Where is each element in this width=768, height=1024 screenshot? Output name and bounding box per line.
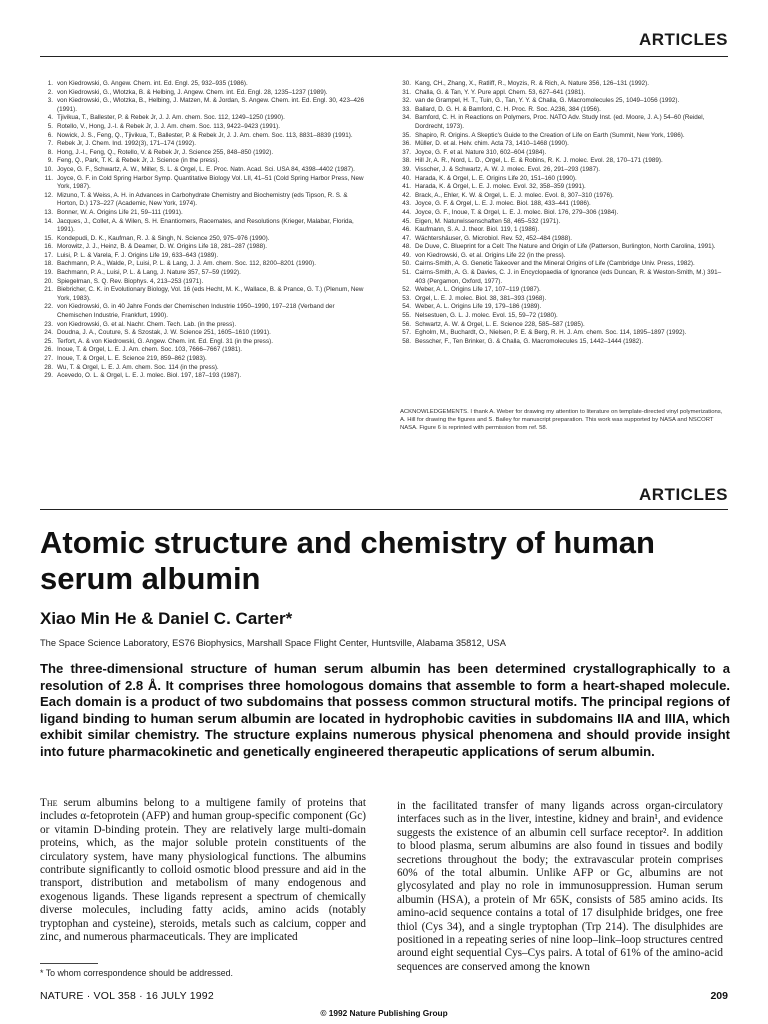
reference-number: 9. [47, 157, 53, 165]
reference-text: von Kiedrowski, G. et al. Nachr. Chem. Tech. Lab. (in the press). [57, 320, 237, 328]
reference-text: Weber, A. L. Origins Life 19, 179–186 (1989). [415, 303, 542, 311]
reference-text: Rebek Jr, J. Chem. Ind. 1992(3), 171–174 (1992). [57, 140, 196, 148]
reference-number: 31. [402, 88, 411, 96]
reference-text: Hill Jr, A. R., Nord, L. D., Orgel, L. E. & Robins, R. K. J. molec. Evol. 28, 170–171 (1989). [415, 157, 663, 165]
reference-number: 7. [47, 140, 53, 148]
copyright-notice: © 1992 Nature Publishing Group [320, 1008, 448, 1018]
body-text-left [40, 797, 366, 944]
reference-item [400, 183, 728, 192]
reference-item [42, 175, 366, 192]
reference-item [42, 329, 366, 338]
reference-item [400, 200, 728, 209]
reference-number: 47. [402, 234, 411, 242]
reference-item [400, 226, 728, 235]
reference-item [400, 149, 728, 158]
reference-number: 46. [402, 226, 411, 234]
reference-number: 29. [44, 372, 53, 380]
article-abstract: The three-dimensional structure of human serum albumin has been determined crystallographically to a resolution of 2.8 Å. It comprises three homologous domains that assemble to form a heart-shaped molecule. Each domain is a product of two subdomains that possess common structural motifs. The principal regions of ligand binding to human serum albumin are located in hydrophobic cavities in subdomains IIA and IIIA, which exhibit similar chemistry. The structure explains numerous physical phenomena and should provide insight into future pharmacokinetic and genetically engineered therapeutic applications of serum albumin. [40, 661, 730, 759]
reference-text: Eigen, M. Naturwissenschaften 58, 465–532 (1971). [415, 217, 561, 225]
reference-item [42, 364, 366, 373]
reference-text: Joyce, G. F., Schwartz, A. W., Miller, S. L. & Orgel, L. E. Proc. Natn. Acad. Sci. USA 84, 4398–4402 (1987). [57, 165, 355, 173]
reference-text: Nelsestuen, G. L. J. molec. Evol. 15, 59–72 (1980). [415, 312, 558, 320]
reference-number: 55. [402, 312, 411, 320]
reference-item [42, 303, 366, 320]
reference-item [400, 97, 728, 106]
reference-text: Besscher, F., Ten Brinker, G. & Challa, G. Macromolecules 15, 1442–1444 (1982). [415, 337, 644, 345]
acknowledgements: ACKNOWLEDGEMENTS. I thank A. Weber for drawing my attention to literature on template-directed vinyl polymerizations, A. Hill for drawing the figures and S. Bailey for manuscript preparation. This work was supported by NASA and NSCORT NASA. Figure 6 is reprinted with permission from ref. 58. [400, 409, 723, 431]
body-lead-word: The [40, 797, 58, 809]
reference-text: Tjivikua, T., Ballester, P. & Rebek Jr, J. J. Am. chem. Soc. 112, 1249–1250 (1990). [57, 114, 285, 122]
reference-number: 12. [44, 191, 53, 199]
reference-number: 30. [402, 80, 411, 87]
reference-text: Inoue, T. & Orgel, L. E. J. Am. chem. Soc. 103, 7666–7667 (1981). [57, 346, 243, 354]
reference-text: Doudna, J. A., Couture, S. & Szostak, J. W. Science 251, 1605–1610 (1991). [57, 329, 271, 337]
reference-number: 11. [44, 174, 53, 182]
reference-number: 57. [402, 329, 411, 337]
reference-number: 52. [402, 286, 411, 294]
reference-text: Bachmann, P. A., Luisi, P. L. & Lang, J. Nature 357, 57–59 (1992). [57, 269, 241, 277]
reference-item [42, 97, 366, 114]
reference-number: 4. [47, 114, 53, 122]
reference-number: 35. [402, 131, 411, 139]
reference-number: 38. [402, 157, 411, 165]
reference-text: Brack, A., Ehler, K. W. & Orgel, L. E. J. molec. Evol. 8, 307–310 (1976). [415, 191, 614, 199]
body-text-right: in the facilitated transfer of many ligands across organ-circulatory interfaces such as in the liver, intestine, kidney and brain¹, and evidence suggests the existence of an albumin cell surface receptor². In addition to blood plasma, serum albumins are also found in tissues and bodily secretions throughout the body; the extravascular protein comprises 60% of the total albumin. Unlike AFP or Gc, albumins are not glycosylated and play no role in immunosuppression. Human serum albumin (HSA), a protein of Mr 65K, consists of 585 amino acids. Its amino-acid sequence contains a total of 17 disulphide bridges, one free thiol (Cys 34), and a single tryptophan (Trp 214). The disulphides are positioned in a repeating series of nine loop–link–loop structures centred around eight sequential Cys–Cys pairs. A total of 61% of the amino-acid sequences are conserved among the known [397, 800, 723, 973]
reference-number: 19. [44, 269, 53, 277]
reference-text: Joyce, G. F. et al. Nature 310, 602–604 (1984). [415, 148, 547, 156]
reference-item [42, 157, 366, 166]
reference-item [42, 192, 366, 209]
reference-text: Kaufmann, S. A. J. theor. Biol. 119, 1 (1986). [415, 226, 540, 234]
reference-number: 49. [402, 251, 411, 259]
reference-text: Spiegelman, S. Q. Rev. Biophys. 4, 213–253 (1971). [57, 277, 204, 285]
reference-number: 21. [44, 286, 53, 294]
reference-number: 20. [44, 277, 53, 285]
reference-text: von Kiedrowski, G., Wlotzka, B., Helbing, J. Matzen, M. & Jordan, S. Angew. Chem. int. Ed. Engl. 30, 423–426 (1991). [57, 97, 364, 113]
reference-text: Hong, J.-I., Feng, Q., Rotello, V. & Rebek Jr, J. Science 255, 848–850 (1992). [57, 148, 274, 156]
reference-text: Harada, K. & Orgel, L. E. J. molec. Evol. 32, 358–359 (1991). [415, 183, 586, 191]
reference-item [400, 132, 728, 141]
reference-item [400, 140, 728, 149]
reference-item [400, 218, 728, 227]
reference-text: Ballard, D. G. H. & Bamford, C. H. Proc. R. Soc. A236, 384 (1956). [415, 105, 601, 113]
reference-number: 41. [402, 183, 411, 191]
reference-item [42, 278, 366, 287]
article-title: Atomic structure and chemistry of human serum albumin [40, 525, 655, 596]
reference-text: von Kiedrowski, G. Angew. Chem. int. Ed. Engl. 25, 932–935 (1986). [57, 80, 248, 87]
reference-item [400, 269, 728, 286]
reference-text: Bachmann, P. A., Walde, P., Luisi, P. L. & Lang, J. J. Am. chem. Soc. 112, 8200–8201 (1990). [57, 260, 317, 268]
reference-number: 18. [44, 260, 53, 268]
reference-number: 48. [402, 243, 411, 251]
reference-item [42, 338, 366, 347]
reference-text: Wächtershäuser, G. Microbiol. Rev. 52, 452–484 (1988). [415, 234, 573, 242]
reference-item [42, 89, 366, 98]
reference-number: 26. [44, 346, 53, 354]
reference-item [42, 286, 366, 303]
reference-item [42, 346, 366, 355]
reference-item [400, 80, 728, 89]
reference-item [400, 312, 728, 321]
reference-text: Rotello, V., Hong, J.-I. & Rebek Jr, J. J. Am. chem. Soc. 113, 9422–9423 (1991). [57, 122, 280, 130]
reference-item [42, 209, 366, 218]
reference-text: van de Grampel, H. T., Tuin, G., Tan, Y. Y. & Challa, G. Macromolecules 25, 1049–1056 (1992). [415, 97, 680, 105]
reference-number: 8. [47, 148, 53, 156]
reference-number: 1. [47, 80, 53, 87]
reference-number: 51. [402, 269, 411, 277]
reference-number: 44. [402, 208, 411, 216]
reference-item [42, 372, 366, 381]
reference-text: Visscher, J. & Schwartz, A. W. J. molec. Evol. 26, 291–293 (1987). [415, 165, 601, 173]
references-right-column [400, 80, 728, 346]
reference-item [400, 303, 728, 312]
reference-item [42, 80, 366, 89]
reference-item [400, 235, 728, 244]
reference-item [400, 329, 728, 338]
article-authors: Xiao Min He & Daniel C. Carter* [40, 609, 293, 628]
reference-item [400, 209, 728, 218]
reference-number: 27. [44, 355, 53, 362]
reference-number: 23. [44, 320, 53, 328]
reference-text: Joyce, G. F., Inoue, T. & Orgel, L. E. J. molec. Biol. 176, 279–306 (1984). [415, 208, 619, 216]
reference-text: Joyce, G. F. in Cold Spring Harbor Symp. Quantitative Biology Vol. LII, 41–51 (Cold Spring Harbor Press, New York, 1987). [57, 174, 364, 191]
reference-item [400, 295, 728, 304]
reference-item [42, 140, 366, 149]
reference-text: von Kiedrowski, G., Wlotzka, B. & Helbing, J. Angew. Chem. int. Ed. Engl. 28, 1235–1237 (1989). [57, 88, 328, 96]
reference-number: 5. [47, 122, 53, 130]
reference-number: 17. [44, 251, 53, 259]
reference-text: Biebricher, C. K. in Evolutionary Biology, Vol. 16 (eds Hecht, M. K., Wallace, B. & Prance, G. T.) (Plenum, New York, 1983). [57, 286, 364, 302]
reference-number: 33. [402, 105, 411, 113]
reference-text: Schwartz, A. W. & Orgel, L. E. Science 228, 585–587 (1985). [415, 320, 585, 328]
reference-text: Egholm, M., Buchardt, O., Nielsen, P. E. & Berg, R. H. J. Am. chem. Soc. 114, 1895–1897 (1992). [415, 329, 687, 337]
reference-item [400, 89, 728, 98]
reference-text: Bamford, C. H. in Reactions on Polymers, Proc. NATO Adv. Study Inst. (ed. Moore, J. A.) 54–60 (Reidel, Dordrecht, 1973). [415, 114, 705, 130]
reference-text: Luisi, P. L. & Varela, F. J. Origins Life 19, 633–643 (1989). [57, 251, 219, 259]
reference-text: Feng, Q., Park, T. K. & Rebek Jr, J. Science (in the press). [57, 157, 220, 165]
reference-item [400, 166, 728, 175]
reference-item [400, 243, 728, 252]
reference-item [400, 260, 728, 269]
reference-number: 37. [402, 148, 411, 156]
author-affiliation: The Space Science Laboratory, ES76 Biophysics, Marshall Space Flight Center, Huntsville, Alabama 35812, USA [40, 638, 506, 648]
header-rule [40, 56, 728, 57]
reference-number: 53. [402, 294, 411, 302]
reference-item [42, 243, 366, 252]
reference-item [42, 149, 366, 158]
section-header-mid: ARTICLES [639, 485, 728, 504]
reference-number: 28. [44, 363, 53, 371]
reference-item [42, 260, 366, 269]
reference-text: Cairns-Smith, A. G. Genetic Takeover and the Mineral Origins of Life (Cambridge Univ. Press, 1982). [415, 260, 695, 268]
reference-text: Nowick, J. S., Feng, Q., Tjivikua, T., Ballester, P. & Rebek Jr, J. J. Am. chem. Soc. 113, 8831–8839 (1991). [57, 131, 353, 139]
reference-number: 34. [402, 114, 411, 122]
reference-text: Acevedo, O. L. & Orgel, L. E. J. molec. Biol. 197, 187–193 (1987). [57, 372, 242, 380]
reference-number: 24. [44, 329, 53, 337]
reference-text: De Duve, C. Blueprint for a Cell: The Nature and Origin of Life (Patterson, Burlington, North Carolina, 1991). [415, 243, 716, 251]
reference-item [42, 269, 366, 278]
reference-number: 10. [44, 165, 53, 173]
reference-item [400, 192, 728, 201]
reference-item [400, 321, 728, 330]
reference-item [400, 157, 728, 166]
reference-text: von Kiedrowski, G. et al. Origins Life 22 (in the press). [415, 251, 566, 259]
reference-item [42, 252, 366, 261]
reference-number: 56. [402, 320, 411, 328]
reference-item [42, 218, 366, 235]
reference-text: Morowitz, J. J., Heinz, B. & Deamer, D. W. Origins Life 18, 281–287 (1988). [57, 243, 267, 251]
reference-number: 40. [402, 174, 411, 182]
reference-item [42, 235, 366, 244]
footnote-rule [40, 963, 98, 964]
section-header-top: ARTICLES [639, 30, 728, 49]
reference-text: Wu, T. & Orgel, L. E. J. Am. chem. Soc. 114 (in the press). [57, 363, 219, 371]
reference-text: Cairns-Smith, A. G. & Davies, C. J. in Encyclopaedia of Ignorance (eds Duncan, R. & Weston-Smith, M.) 391–403 (Pergamon, Oxford, 1977). [415, 269, 722, 285]
section-rule [40, 509, 728, 510]
reference-text: Müller, D. et al. Helv. chim. Acta 73, 1410–1468 (1990). [415, 140, 569, 148]
reference-item [42, 166, 366, 175]
reference-item [400, 338, 728, 347]
reference-text: Kang, CH., Zhang, X., Ratliff, R., Moyzis, R. & Rich, A. Nature 356, 126–131 (1992). [415, 80, 650, 87]
reference-text: Joyce, G. F. & Orgel, L. E. J. molec. Biol. 188, 433–441 (1986). [415, 200, 591, 208]
reference-number: 16. [44, 243, 53, 251]
reference-number: 14. [44, 217, 53, 225]
reference-text: Weber, A. L. Origins Life 17, 107–119 (1987). [415, 286, 541, 294]
references-left-column [42, 80, 366, 381]
reference-text: Challa, G. & Tan, Y. Y. Pure appl. Chem. 53, 627–641 (1981). [415, 88, 586, 96]
reference-number: 15. [44, 234, 53, 242]
reference-number: 50. [402, 260, 411, 268]
reference-number: 2. [47, 88, 53, 96]
reference-number: 45. [402, 217, 411, 225]
reference-number: 6. [47, 131, 53, 139]
reference-item [42, 355, 366, 364]
reference-text: Orgel, L. E. J. molec. Biol. 38, 381–393 (1968). [415, 294, 547, 302]
reference-text: Terfort, A. & von Kiedrowski, G. Angew. Chem. int. Ed. Engl. 31 (in the press). [57, 337, 273, 345]
reference-text: Jacques, J., Collet, A. & Wilen, S. H. Enantiomers, Racemates, and Resolutions (Krieger, Malabar, Florida, 1991). [57, 217, 354, 234]
reference-text: Inoue, T. & Orgel, L. E. Science 219, 859–862 (1983). [57, 355, 207, 362]
reference-number: 43. [402, 200, 411, 208]
reference-item [400, 106, 728, 115]
reference-item [42, 114, 366, 123]
journal-footer: NATURE · VOL 358 · 16 JULY 1992 [40, 990, 214, 1002]
reference-number: 32. [402, 97, 411, 105]
reference-number: 36. [402, 140, 411, 148]
reference-item [42, 321, 366, 330]
reference-number: 3. [47, 97, 53, 105]
reference-number: 25. [44, 337, 53, 345]
reference-number: 13. [44, 208, 53, 216]
reference-item [42, 123, 366, 132]
reference-text: Harada, K. & Orgel, L. E. Origins Life 20, 151–160 (1990). [415, 174, 577, 182]
reference-text: Mizuno, T. & Weiss, A. H. in Advances in Carbohydrate Chemistry and Biochemistry (eds Tipson, R. S. & Horton, D.) 173–227 (Academic, New York, 1974). [57, 191, 348, 208]
reference-number: 22. [44, 303, 53, 311]
reference-item [400, 114, 728, 131]
reference-number: 58. [402, 337, 411, 345]
footnote: * To whom correspondence should be addressed. [40, 968, 234, 978]
reference-text: Shapiro, R. Origins. A Skeptic's Guide to the Creation of Life on Earth (Summit, New York, 1986). [415, 131, 685, 139]
reference-item [400, 286, 728, 295]
reference-number: 54. [402, 303, 411, 311]
reference-number: 39. [402, 165, 411, 173]
reference-text: von Kiedrowski, G. in 40 Jahre Fonds der Chemischen Industrie 1950–1990, 197–218 (Verband der Chemischen Industrie, Frankfurt, 1990). [57, 303, 335, 320]
reference-text: Bonner, W. A. Origins Life 21, 59–111 (1991). [57, 208, 183, 216]
body-left-text: serum albumins belong to a multigene family of proteins that includes α-fetoprotein (AFP) and human group-specific component (Gc) or vitamin D-binding protein. They are relatively large multi-domain proteins, which, as the major soluble protein constituents of the circulatory system, have many physiological functions. The albumins contribute significantly to colloid osmotic blood pressure and aid in the transport, distribution and metabolism of many endogenous and exogenous ligands. These ligands represent a spectrum of chemically diverse molecules, including fatty acids, amino acids (notably tryptophan and cysteine), steroids, metals such as calcium, copper and zinc, and numerous pharmaceuticals. They are implicated [40, 797, 366, 944]
reference-item [42, 132, 366, 141]
reference-item [400, 252, 728, 261]
reference-text: Kondepudi, D. K., Kaufman, R. J. & Singh, N. Science 250, 975–976 (1990). [57, 234, 270, 242]
reference-item [400, 175, 728, 184]
page-number: 209 [710, 990, 728, 1002]
reference-number: 42. [402, 191, 411, 199]
